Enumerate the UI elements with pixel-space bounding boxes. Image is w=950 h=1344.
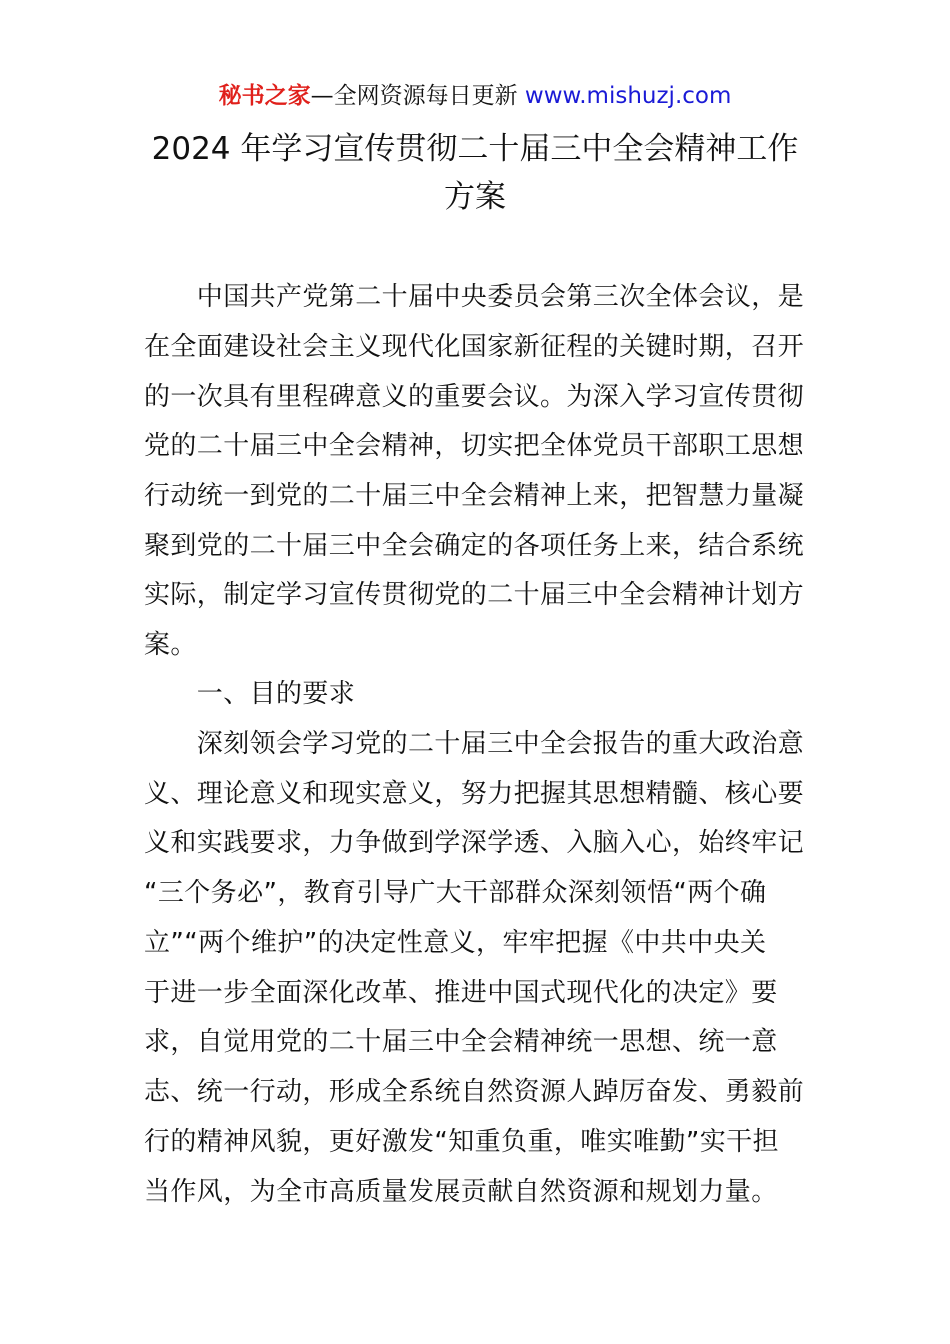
body-line: “三个务必”，教育引导广大干部群众深刻领悟“两个确 bbox=[144, 878, 767, 908]
body-line: 志、统一行动，形成全系统自然资源人踔厉奋发、勇毅前 bbox=[144, 1077, 805, 1107]
body-line: 立”“两个维护”的决定性意义，牢牢把握《中共中央关 bbox=[144, 928, 767, 958]
site-url-link[interactable]: www.mishuzj.com bbox=[524, 83, 732, 109]
body-line: 党的二十届三中全会精神，切实把全体党员干部职工思想 bbox=[144, 431, 805, 461]
site-header bbox=[0, 80, 950, 112]
brand-name: 秘书之家 bbox=[218, 83, 311, 109]
body-line: 义、理论意义和现实意义，努力把握其思想精髓、核心要 bbox=[144, 779, 805, 809]
body-line: 行动统一到党的二十届三中全会精神上来，把智慧力量凝 bbox=[144, 481, 805, 511]
body-line: 于进一步全面深化改革、推进中国式现代化的决定》要 bbox=[144, 978, 778, 1008]
body-line: 中国共产党第二十届中央委员会第三次全体会议，是 bbox=[144, 282, 805, 312]
document-title-line-1: 2024 年学习宣传贯彻二十届三中全会精神工作 bbox=[151, 131, 799, 167]
body-line: 当作风，为全市高质量发展贡献自然资源和规划力量。 bbox=[144, 1177, 778, 1207]
body-line: 求，自觉用党的二十届三中全会精神统一思想、统一意 bbox=[144, 1027, 778, 1057]
body-line: 在全面建设社会主义现代化国家新征程的关键时期，召开 bbox=[144, 332, 805, 362]
document-title-line-2: 方案 bbox=[444, 179, 506, 215]
body-line: 实际，制定学习宣传贯彻党的二十届三中全会精神计划方 bbox=[144, 580, 805, 610]
body-line: 义和实践要求，力争做到学深学透、入脑入心，始终牢记 bbox=[144, 828, 805, 858]
section-heading: 一、目的要求 bbox=[144, 679, 356, 709]
body-line: 聚到党的二十届三中全会确定的各项任务上来，结合系统 bbox=[144, 531, 805, 561]
body-line: 行的精神风貌，更好激发“知重负重，唯实唯勤”实干担 bbox=[144, 1127, 779, 1157]
body-line: 案。 bbox=[144, 630, 197, 660]
body-line: 的一次具有里程碑意义的重要会议。为深入学习宣传贯彻 bbox=[144, 382, 805, 412]
site-tagline: —全网资源每日更新 bbox=[310, 83, 525, 109]
body-line: 深刻领会学习党的二十届三中全会报告的重大政治意 bbox=[144, 729, 805, 759]
